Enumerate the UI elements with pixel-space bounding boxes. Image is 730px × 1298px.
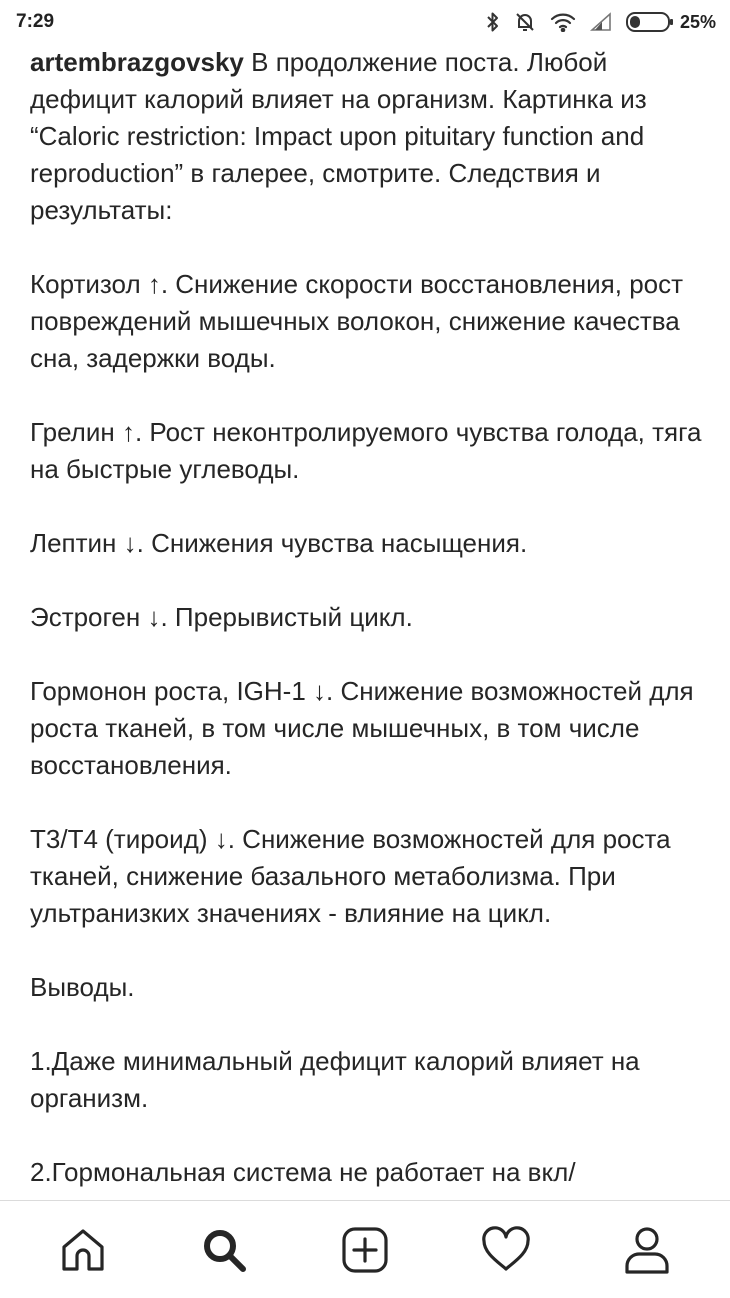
profile-icon — [622, 1224, 672, 1276]
caption-intro-text: В продолжение поста. Любой дефицит калорий влияет на организм. Картинка из “Caloric restriction: Impact upon pituitary function and reproduction” в галерее, смотрите. Следствия и результаты: — [30, 47, 647, 225]
caption-paragraph: Выводы. — [30, 972, 135, 1002]
caption-paragraph: Грелин ↑. Рост неконтролируемого чувства голода, тяга на быстрые углеводы. — [30, 417, 702, 484]
nav-profile-button[interactable] — [602, 1205, 692, 1295]
caption-intro — [30, 44, 710, 229]
search-icon — [199, 1225, 249, 1275]
battery-percent: 25% — [679, 11, 716, 32]
heart-icon — [480, 1225, 532, 1275]
bottom-nav — [0, 1200, 730, 1298]
status-bar — [0, 0, 730, 44]
caption-paragraph: Гормонон роста, IGH-1 ↓. Снижение возможностей для роста тканей, в том числе мышечных, в том числе восстановления. — [30, 676, 694, 780]
caption-paragraph: 2.Гормональная система не работает на вкл/ — [30, 1157, 576, 1187]
nav-search-button[interactable] — [179, 1205, 269, 1295]
bluetooth-icon — [486, 11, 500, 33]
nav-activity-button[interactable] — [461, 1205, 551, 1295]
caption-paragraph: 1.Даже минимальный дефицит калорий влияет на организм. — [30, 1046, 640, 1113]
status-icons — [486, 11, 716, 33]
nav-new-post-button[interactable] — [320, 1205, 410, 1295]
signal-icon — [590, 12, 612, 32]
silent-bell-icon — [514, 11, 536, 33]
battery — [626, 11, 716, 33]
caption-paragraph: Эстроген ↓. Прерывистый цикл. — [30, 602, 413, 632]
wifi-icon — [550, 12, 576, 32]
post-username[interactable]: artembrazgovsky — [30, 47, 244, 77]
plus-square-icon — [340, 1225, 390, 1275]
status-time: 7:29 — [16, 11, 55, 32]
battery-icon — [626, 11, 674, 33]
caption-paragraph: Кортизол ↑. Снижение скорости восстановления, рост повреждений мышечных волокон, снижение качества сна, задержки воды. — [30, 269, 684, 373]
post-caption — [30, 44, 710, 1200]
caption-paragraph: T3/T4 (тироид) ↓. Снижение возможностей для роста тканей, снижение базального метаболизма. При ультранизких значениях - влияние на цикл. — [30, 824, 671, 928]
home-icon — [58, 1225, 108, 1275]
nav-home-button[interactable] — [38, 1205, 128, 1295]
caption-paragraph: Лептин ↓. Снижения чувства насыщения. — [30, 528, 528, 558]
